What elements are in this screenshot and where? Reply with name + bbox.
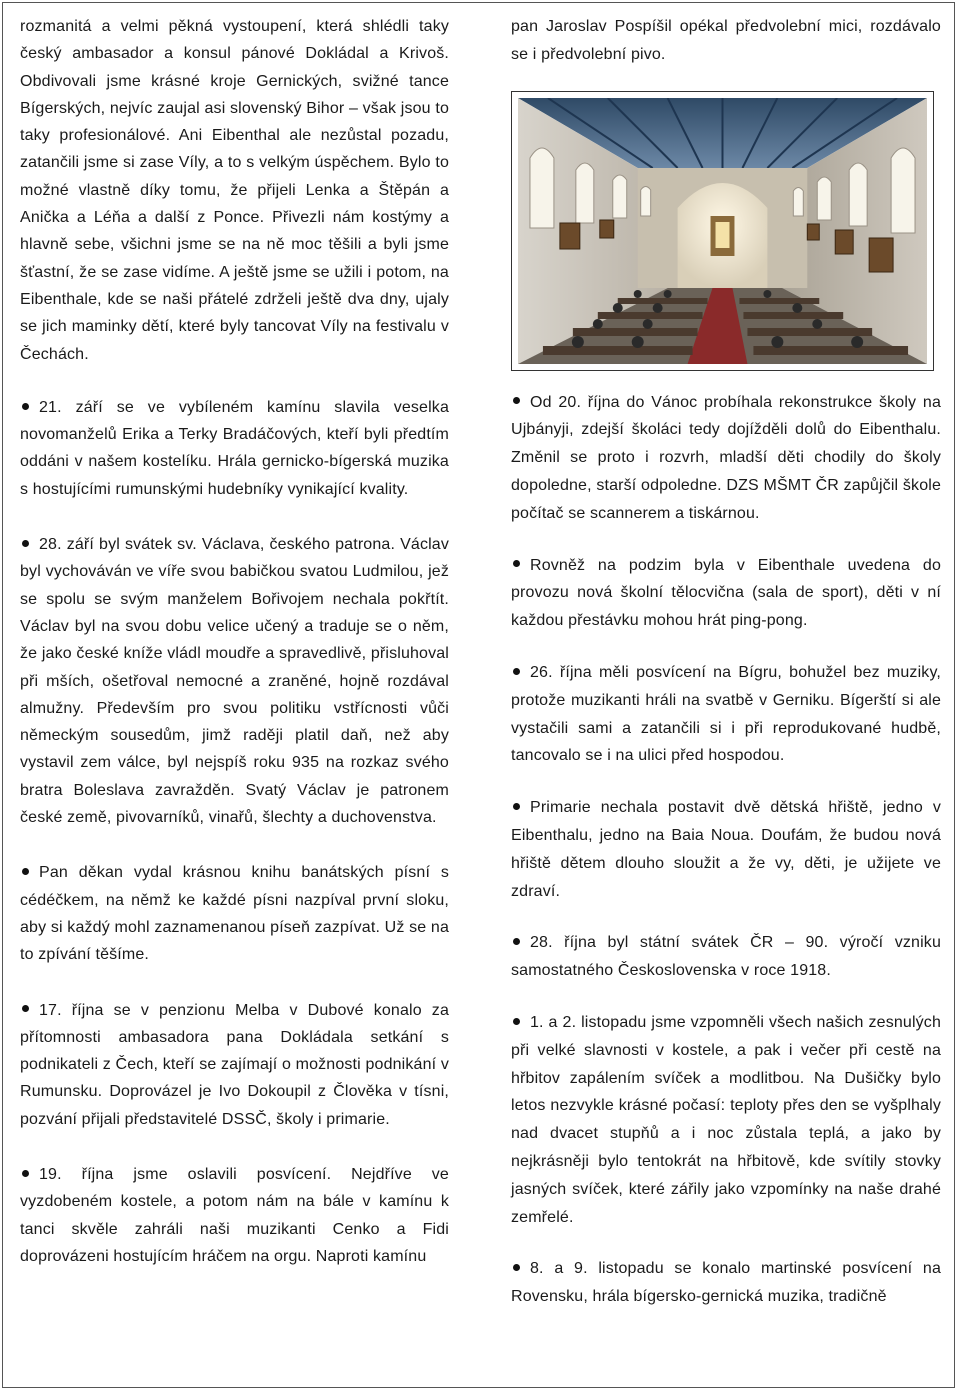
list-item — [511, 1255, 941, 1311]
list-item-text: Pan děkan vydal krásnou knihu banátských písní s cédéčkem, na němž ke každé písni nazpíval první sloku, aby si každý mohl zaznamenanou píseň zazpívat. Už se na to zpívání těšíme. — [20, 864, 449, 964]
bullet-icon — [513, 668, 520, 675]
list-item-text: Rovněž na podzim byla v Eibenthale uvedena do provozu nová školní tělocvična (sala de sport), děti v ní každou přestávku mohou hrát ping-pong. — [511, 556, 941, 630]
left-intro-paragraph: rozmanitá a velmi pěkná vystoupení, která shlédli taky český ambasador a konsul pánové Dokládal a Krivoš. Obdivovali jsme krásné kroje Gernických, svižné tance Bígerských, nejvíc zaujal asi slovenský Bihor – však jsou to taky profesionálové. Ani Eibenthal ale nezůstal pozadu, zatančili jsme si zase Víly, a to s velkým úspěchem. Bylo to možné vlastně díky tomu, že přijeli Lenka a Štěpán a Anička a Léňa a další z Ponce. Přivezli nám kostýmy a hlavně sebe, všichni jsme se na ně moc těšili a byli jsme šťastní, že se zase vidíme. A ještě jsme se užili i potom, na Eibenthale, kde se naši přátelé zdrželi ještě dva dny, ujaly se jich maminky dětí, které byly tancovat Víly na festivalu v Čechách. — [20, 18, 449, 363]
list-item-text: 28. září byl svátek sv. Václava, českého patrona. Václav byl vychováván ve víře svou babičkou svatou Ludmilou, jež se spolu se svým manželem Bořivojem nechala pokřtít. Václav byl na svou dobu velice učený a traduje se o něm, že jako české kníže vládl moudře a spravedlivě, přisluhoval při mších, ošetřoval nemocné a zraněné, hojně rozdával almužny. Především pro svou politiku vstřícnosti vůči německým sousedům, jimž raději platil daň, než aby vystavil zem válce, byl nejspíš roku 935 na rozkaz svého bratra Boleslava zavražděn. Svatý Václav je patronem české země, pivovarníků, vinařů, šlechty a duchovenstva. — [20, 536, 449, 827]
list-item-text: 17. října se v penzionu Melba v Dubové konalo za přítomnosti ambasadora pana Dokládala setkání s podnikateli z Čech, kteří se zajímají o možnosti podnikání v Rumunsku. Doprovázel je Ivo Dokoupil z Člověka v tísni, pozvání přijali představitelé DSSČ, školy i primarie. — [20, 1001, 449, 1128]
church-interior-photo — [511, 91, 934, 371]
list-item-text: 8. a 9. listopadu se konalo martinské posvícení na Rovensku, hrála bígersko-gernická muzika, tradičně — [511, 1260, 941, 1306]
list-item — [20, 394, 449, 503]
list-item — [511, 552, 941, 635]
right-intro-paragraph: pan Jaroslav Pospíšil opékal předvolební mici, rozdávalo se i předvolební pivo. — [511, 18, 941, 63]
list-item — [20, 1161, 449, 1270]
bullet-icon — [22, 540, 29, 547]
bullet-icon — [513, 397, 520, 404]
list-item — [20, 997, 449, 1133]
bullet-icon — [513, 560, 520, 567]
left-column — [20, 13, 449, 1270]
list-item — [511, 1009, 941, 1231]
church-interior-image — [518, 98, 927, 364]
bullet-icon — [513, 1018, 520, 1025]
list-item — [511, 929, 941, 985]
list-item-text: Od 20. října do Vánoc probíhala rekonstrukce školy na Ujbányji, zdejší školáci tedy dojížděli dolů do Eibenthalu. Změnil se proto i rozvrh, mladší děti chodily do školy dopoledne, starší odpoledne. DZS MŠMT ČR zapůjčil škole počítač se scannerem a tiskárnou. — [511, 393, 941, 522]
list-item-text: 21. září se ve vybíleném kamínu slavila veselka novomanželů Erika a Terky Bradáčových, kteří byli předtím oddáni v našem kostelíku. Hrála gernicko-bígerská muzika s hostujícími rumunskými hudebníky vynikající kvality. — [20, 398, 449, 498]
bullet-icon — [513, 803, 520, 810]
list-item-text: 26. října měli posvícení na Bígru, bohužel bez muziky, protože muzikanti hráli na svatbě v Gerniku. Bígerští si ale vystačili sami a zatančili si i při reprodukované hudbě, tancovalo se i na ulici před hospodou. — [511, 663, 941, 765]
list-item — [20, 859, 449, 968]
bullet-icon — [22, 1170, 29, 1177]
bullet-icon — [513, 1264, 520, 1271]
list-item — [511, 659, 941, 770]
bullet-icon — [22, 403, 29, 410]
list-item-text: 28. října byl státní svátek ČR – 90. výročí vzniku samostatného Československa v roce 1918. — [511, 934, 941, 980]
list-item-text: 19. října jsme oslavili posvícení. Nejdříve ve vyzdobeném kostele, a potom nám na bále v kamínu k tanci skvěle zahráli naši muzikanti Cenko a Fidi doprovázeni hostujícím hráčem na orgu. Naproti kamínu — [20, 1165, 449, 1265]
bullet-icon — [513, 938, 520, 945]
bullet-icon — [22, 868, 29, 875]
list-item-text: Primarie nechala postavit dvě dětská hřiště, jedno v Eibenthalu, jedno na Baia Noua. Doufám, že budou nová hřiště dětem dlouho sloužit a že vy, děti, je užijete ve zdraví. — [511, 799, 941, 900]
list-item — [511, 389, 941, 528]
list-item — [20, 531, 449, 831]
bullet-icon — [22, 1005, 29, 1012]
list-item-text: 1. a 2. listopadu jsme vzpomněli všech našich zesnulých při velké slavnosti v kostele, a pak i večer při cestě na hřbitov zapálením svíček a modlitbou. Na Dušičky bylo letos nezvykle krásné počasí: teploty přes den se vyšplhaly nad dvacet stupňů a i noc zůstala teplá, a jako by nejkrásněji bylo tentokrát na hřbitově, kde svítily stovky jasných svíček, které zářily jako vzpomínky na naše drahé zemřelé. — [511, 1013, 941, 1226]
list-item — [511, 794, 941, 905]
